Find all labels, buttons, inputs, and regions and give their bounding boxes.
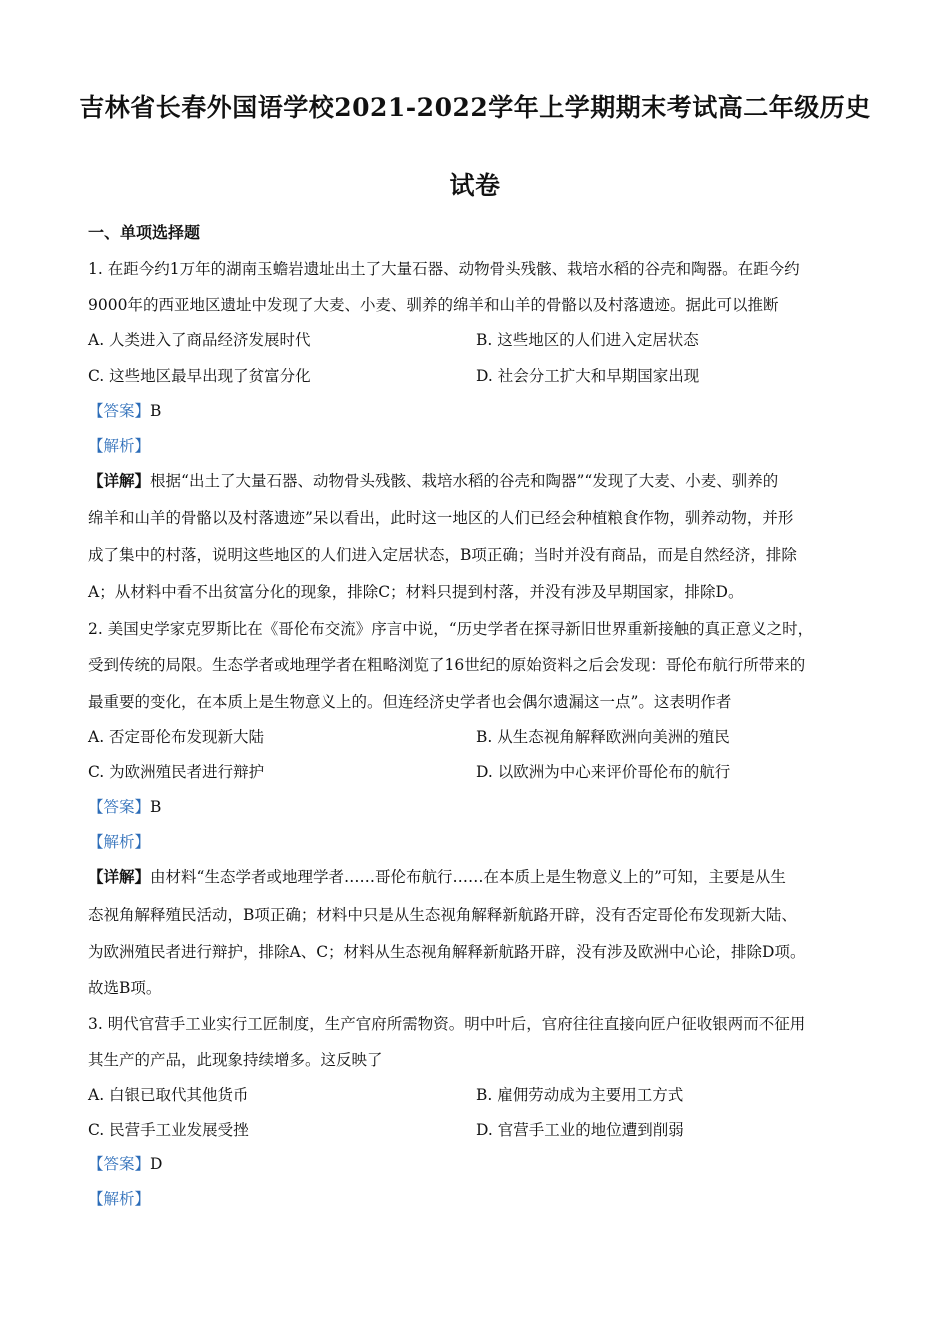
q1-detail-text-1: 根据“出土了大量石器、动物骨头残骸、栽培水稻的谷壳和陶器”“发现了大麦、小麦、驯养的	[150, 472, 779, 490]
document-title-line-1: 吉林省长春外国语学校2021-2022学年上学期期末考试高二年级历史	[79, 93, 871, 122]
q3-answer	[88, 1152, 868, 1174]
q2-stem-line-1: 2. 美国史学家克罗斯比在《哥伦布交流》序言中说，“历史学者在探寻新旧世界重新接触的真正意义之时，	[88, 620, 814, 638]
q2-detail-line-1	[88, 865, 868, 887]
q2-stem-line-3: 最重要的变化，在本质上是生物意义上的。但连经济史学者也会偶尔遗漏这一点”。这表明作者	[88, 693, 732, 711]
q1-stem-line-1: 1. 在距今约1万年的湖南玉蟾岩遗址出土了大量石器、动物骨头残骸、栽培水稻的谷壳和陶器。在距今约	[88, 260, 800, 278]
q1-option-a: A. 人类进入了商品经济发展时代	[88, 331, 311, 349]
q3-analysis-tag: 【解析】	[88, 1190, 151, 1208]
q2-stem-line-2: 受到传统的局限。生态学者或地理学者在粗略浏览了16世纪的原始资料之后会发现：哥伦布航行所带来的	[88, 656, 806, 674]
q3-option-c: C. 民营手工业发展受挫	[88, 1121, 249, 1139]
q3-answer-value: D	[150, 1155, 163, 1173]
q1-answer-tag: 【答案】	[88, 402, 151, 420]
q1-detail-line-4: A；从材料中看不出贫富分化的现象，排除C；材料只提到村落，并没有涉及早期国家，排除D。	[88, 583, 744, 601]
q1-option-b: B. 这些地区的人们进入定居状态	[476, 331, 699, 349]
q1-analysis-tag: 【解析】	[88, 437, 151, 455]
q2-detail-line-3: 为欧洲殖民者进行辩护，排除A、C；材料从生态视角解释新航路开辟，没有涉及欧洲中心论，排除D项。	[88, 943, 806, 961]
q1-detail-tag: 【详解】	[88, 471, 151, 490]
q2-answer-tag: 【答案】	[88, 798, 151, 816]
q2-detail-text-1: 由材料“生态学者或地理学者……哥伦布航行……在本质上是生物意义上的”可知，主要是从生	[150, 868, 786, 886]
q3-option-a: A. 白银已取代其他货币	[88, 1086, 249, 1104]
q2-analysis-tag: 【解析】	[88, 833, 151, 851]
document-title-line-2: 试卷	[449, 171, 501, 200]
q1-analysis	[88, 434, 868, 456]
q3-stem-line-2: 其生产的产品，此现象持续增多。这反映了	[88, 1051, 383, 1069]
q3-analysis	[88, 1187, 868, 1209]
q1-detail-line-2: 绵羊和山羊的骨骼以及村落遗迹”呆以看出，此时这一地区的人们已经会种植粮食作物，驯养动物，并形	[88, 509, 794, 527]
q1-option-c: C. 这些地区最早出现了贫富分化	[88, 367, 311, 385]
q2-detail-line-2: 态视角解释殖民活动，B项正确；材料中只是从生态视角解释新航路开辟，没有否定哥伦布发现新大陆、	[88, 906, 797, 924]
q1-answer-value: B	[150, 402, 162, 420]
q2-answer	[88, 795, 868, 817]
q1-detail-line-1	[88, 469, 868, 491]
q1-detail-line-3: 成了集中的村落，说明这些地区的人们进入定居状态，B项正确；当时并没有商品，而是自然经济，排除	[88, 546, 797, 564]
q2-option-a: A. 否定哥伦布发现新大陆	[88, 728, 265, 746]
q2-option-b: B. 从生态视角解释欧洲向美洲的殖民	[476, 728, 730, 746]
q1-answer	[88, 399, 868, 421]
q2-detail-tag: 【详解】	[88, 867, 151, 886]
q3-option-b: B. 雇佣劳动成为主要用工方式	[476, 1086, 684, 1104]
q2-option-c: C. 为欧洲殖民者进行辩护	[88, 763, 265, 781]
q2-analysis	[88, 830, 868, 852]
q1-option-d: D. 社会分工扩大和早期国家出现	[476, 367, 700, 385]
q3-option-d: D. 官营手工业的地位遭到削弱	[476, 1121, 684, 1139]
q3-answer-tag: 【答案】	[88, 1155, 151, 1173]
q2-detail-line-4: 故选B项。	[88, 979, 162, 997]
section-heading: 一、单项选择题	[88, 223, 201, 242]
q2-answer-value: B	[150, 798, 162, 816]
q3-stem-line-1: 3. 明代官营手工业实行工匠制度，生产官府所需物资。明中叶后，官府往往直接向匠户征收银两而不征用	[88, 1015, 806, 1033]
q1-stem-line-2: 9000年的西亚地区遗址中发现了大麦、小麦、驯养的绵羊和山羊的骨骼以及村落遗迹。据此可以推断	[88, 296, 779, 314]
q2-option-d: D. 以欧洲为中心来评价哥伦布的航行	[476, 763, 731, 781]
